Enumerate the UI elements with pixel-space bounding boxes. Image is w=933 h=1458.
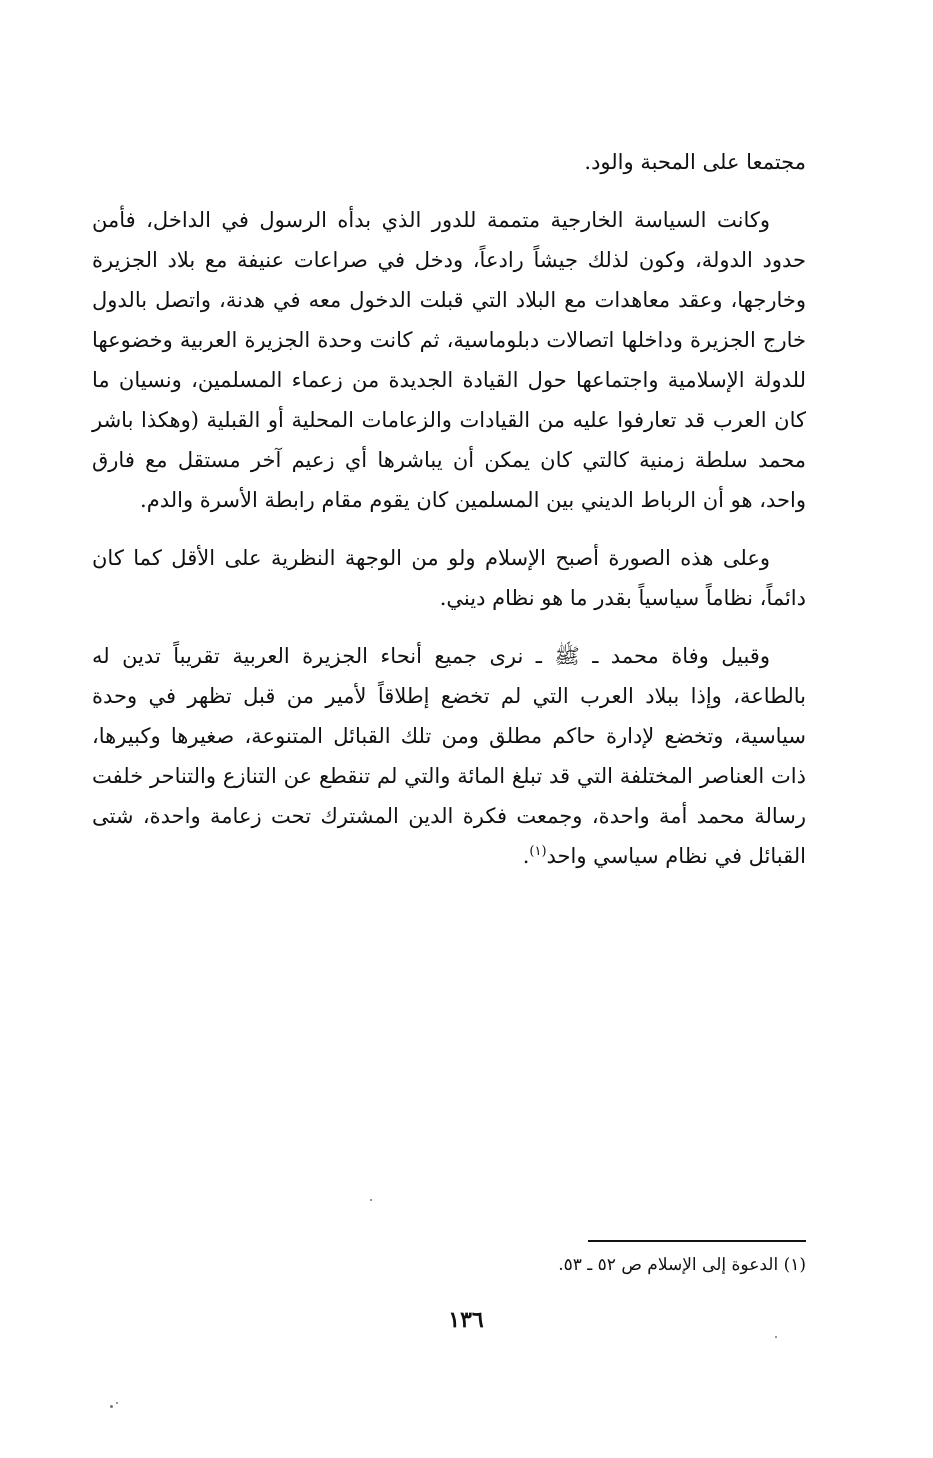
paragraph-before-death bbox=[92, 636, 806, 876]
footnote: (١) الدعوة إلى الإسلام ص ٥٢ ـ ٥٣. bbox=[558, 1255, 806, 1275]
paragraph-foreign-policy: وكانت السياسة الخارجية متممة للدور الذي بدأه الرسول في الداخل، فأمن حدود الدولة، وكون لذلك جيشاً رادعاً، ودخل في صراعات عنيفة مع بلاد الجزيرة وخارجها، وعقد معاهدات مع البلاد التي قبلت الدخول معه في هدنة، واتصل بالدول خارج الجزيرة وداخلها اتصالات دبلوماسية، ثم كانت وحدة الجزيرة العربية وخضوعها للدولة الإسلامية واجتماعها حول القيادة الجديدة من زعماء المسلمين، ونسيان ما كان العرب قد تعارفوا عليه من القيادات والزعامات المحلية أو القبلية (وهكذا باشر محمد سلطة زمنية كالتي كان يمكن أن يباشرها أي زعيم آخر مستقل مع فارق واحد، هو أن الرباط الديني بين المسلمين كان يقوم مقام رابطة الأسرة والدم. bbox=[92, 208, 806, 512]
page-number: ١٣٦ bbox=[448, 1307, 484, 1333]
scan-speck bbox=[110, 1405, 113, 1408]
scan-speck bbox=[370, 1199, 372, 1201]
main-text bbox=[92, 142, 806, 894]
paragraph-before-death-text: وقبيل وفاة محمد ـ ﷺ ـ نرى جميع أنحاء الجزيرة العربية تقريباً تدين له بالطاعة، وإذا ببلاد العرب التي لم تخضع إطلاقاً لأمير من قبل تظهر في وحدة سياسية، وتخضع لإدارة حاكم مطلق ومن تلك القبائل المتنوعة، صغيرها وكبيرها، ذات العناصر المختلفة التي قد تبلغ المائة والتي لم تنقطع عن التنازع والتناحر خلفت رسالة محمد أمة واحدة، وجمعت فكرة الدين المشترك تحت زعامة واحدة، شتى القبائل في نظام سياسي واحد bbox=[92, 644, 806, 868]
footnote-reference[interactable]: (١) bbox=[529, 844, 547, 859]
opening-line: مجتمعا على المحبة والود. bbox=[584, 150, 806, 174]
footnote-divider bbox=[588, 1240, 806, 1242]
paragraph-end-mark: . bbox=[522, 844, 530, 868]
scan-speck bbox=[775, 1336, 777, 1338]
paragraph-islam-political-system: وعلى هذه الصورة أصبح الإسلام ولو من الوجهة النظرية على الأقل كما كان دائماً، نظاماً سياسياً بقدر ما هو نظام ديني. bbox=[92, 546, 806, 610]
scan-speck bbox=[116, 1402, 118, 1404]
